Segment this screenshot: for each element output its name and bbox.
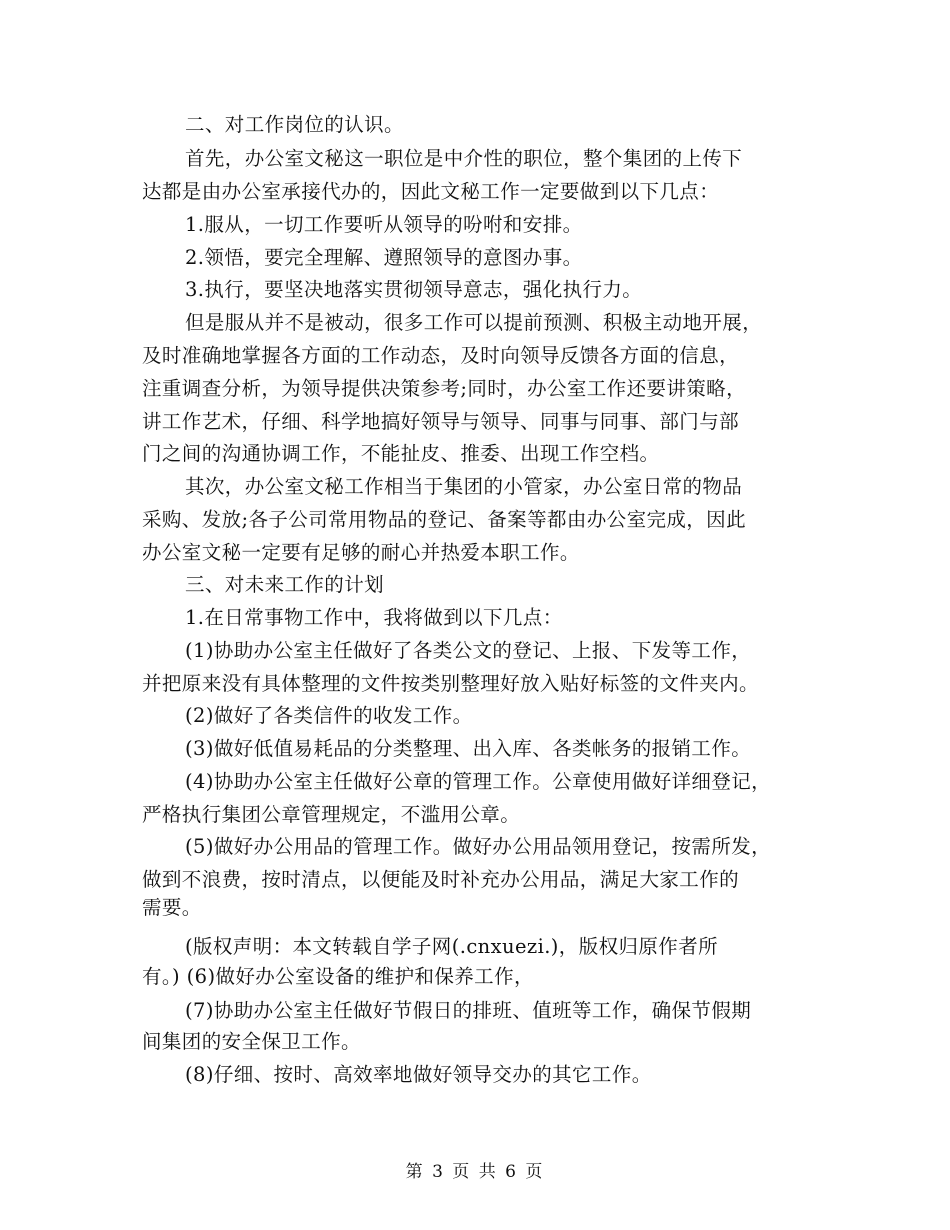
paragraph-line: 并把原来没有具体整理的文件按类别整理好放入贴好标签的文件夹内。: [142, 672, 759, 695]
section-heading: 三、对未来工作的计划: [185, 573, 385, 596]
paragraph-line: 办公室文秘一定要有足够的耐心并热爱本职工作。: [142, 541, 580, 564]
paragraph-line: 采购、发放;各子公司常用物品的登记、备案等都由办公室完成，因此: [142, 508, 746, 531]
list-item: 1.在日常事物工作中，我将做到以下几点：: [185, 606, 563, 629]
paragraph-line: 注重调查分析，为领导提供决策参考;同时，办公室工作还要讲策略，: [142, 377, 746, 400]
paragraph-line: 首先，办公室文秘这一职位是中介性的职位，整个集团的上传下: [185, 147, 743, 170]
paragraph-line: (版权声明：本文转载自学子网(.cnxuezi.)，版权归原作者所: [185, 935, 719, 958]
paragraph-line: 间集团的安全保卫工作。: [142, 1030, 361, 1053]
paragraph-line: 门之间的沟通协调工作，不能扯皮、推委、出现工作空档。: [142, 442, 660, 465]
list-item: (4)协助办公室主任做好公章的管理工作。公章使用做好详细登记，: [185, 770, 772, 793]
list-item: (7)协助办公室主任做好节假日的排班、值班等工作，确保节假期: [185, 999, 752, 1022]
list-item: (8)仔细、按时、高效率地做好领导交办的其它工作。: [185, 1063, 652, 1086]
paragraph-line: 需要。: [142, 896, 202, 919]
list-item: (5)做好办公用品的管理工作。做好办公用品领用登记，按需所发，: [185, 835, 772, 858]
paragraph-line: 其次，办公室文秘工作相当于集团的小管家，办公室日常的物品: [185, 475, 743, 498]
paragraph-line: 及时准确地掌握各方面的工作动态，及时向领导反馈各方面的信息，: [142, 344, 740, 367]
list-item: (2)做好了各类信件的收发工作。: [185, 704, 473, 727]
paragraph-line: 有。) (6)做好办公室设备的维护和保养工作，: [142, 965, 534, 988]
paragraph-line: 做到不浪费，按时清点，以便能及时补充办公用品，满足大家工作的: [142, 868, 740, 891]
list-item: 2.领悟，要完全理解、遵照领导的意图办事。: [185, 246, 583, 269]
list-item: (3)做好低值易耗品的分类整理、出入库、各类帐务的报销工作。: [185, 737, 752, 760]
list-item: 3.执行，要坚决地落实贯彻领导意志，强化执行力。: [185, 278, 643, 301]
list-item: 1.服从，一切工作要听从领导的吩咐和安排。: [185, 213, 583, 236]
list-item: (1)协助办公室主任做好了各类公文的登记、上报、下发等工作，: [185, 639, 752, 662]
paragraph-line: 但是服从并不是被动，很多工作可以提前预测、积极主动地开展，: [185, 311, 763, 334]
paragraph-line: 讲工作艺术，仔细、科学地搞好领导与领导、同事与同事、部门与部: [142, 410, 740, 433]
paragraph-line: 二、对工作岗位的认识。: [185, 113, 404, 136]
paragraph-line: 达都是由办公室承接代办的，因此文秘工作一定要做到以下几点：: [142, 180, 720, 203]
page-footer: 第 3 页 共 6 页: [405, 1162, 545, 1182]
paragraph-line: 严格执行集团公章管理规定，不滥用公章。: [142, 803, 521, 826]
